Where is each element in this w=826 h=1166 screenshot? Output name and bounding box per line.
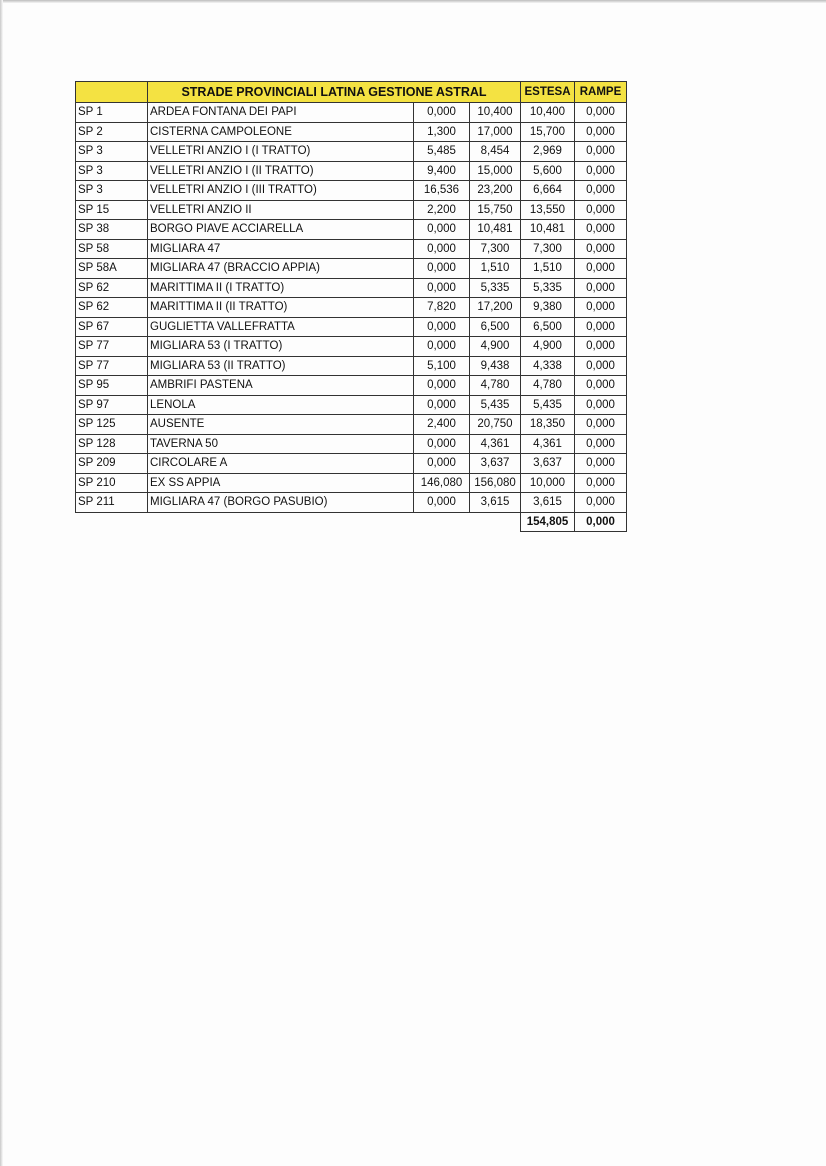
road-code: SP 77 — [76, 337, 148, 357]
km-to: 4,361 — [470, 434, 521, 454]
km-from: 0,000 — [414, 376, 470, 396]
km-from: 0,000 — [414, 239, 470, 259]
totals-spacer — [148, 512, 414, 532]
km-rampe: 0,000 — [575, 142, 627, 162]
road-code: SP 67 — [76, 317, 148, 337]
km-rampe: 0,000 — [575, 278, 627, 298]
km-from: 0,000 — [414, 395, 470, 415]
km-estesa: 3,615 — [521, 493, 575, 513]
road-name: LENOLA — [148, 395, 414, 415]
km-rampe: 0,000 — [575, 239, 627, 259]
road-name: MIGLIARA 53 (I TRATTO) — [148, 337, 414, 357]
road-code: SP 3 — [76, 142, 148, 162]
km-to: 1,510 — [470, 259, 521, 279]
road-name: GUGLIETTA VALLEFRATTA — [148, 317, 414, 337]
road-code: SP 97 — [76, 395, 148, 415]
km-estesa: 4,338 — [521, 356, 575, 376]
road-name: MARITTIMA II (II TRATTO) — [148, 298, 414, 318]
road-code: SP 125 — [76, 415, 148, 435]
km-rampe: 0,000 — [575, 122, 627, 142]
road-code: SP 38 — [76, 220, 148, 240]
km-rampe: 0,000 — [575, 337, 627, 357]
km-rampe: 0,000 — [575, 473, 627, 493]
road-name: CISTERNA CAMPOLEONE — [148, 122, 414, 142]
km-rampe: 0,000 — [575, 220, 627, 240]
km-rampe: 0,000 — [575, 454, 627, 474]
km-from: 0,000 — [414, 337, 470, 357]
km-rampe: 0,000 — [575, 103, 627, 123]
road-code: SP 77 — [76, 356, 148, 376]
km-rampe: 0,000 — [575, 317, 627, 337]
table-header-row — [76, 82, 627, 103]
km-estesa: 4,780 — [521, 376, 575, 396]
km-estesa: 10,481 — [521, 220, 575, 240]
roads-table — [75, 81, 627, 532]
road-code: SP 1 — [76, 103, 148, 123]
table-row — [76, 454, 627, 474]
km-estesa: 9,380 — [521, 298, 575, 318]
road-name: VELLETRI ANZIO II — [148, 200, 414, 220]
table-row — [76, 317, 627, 337]
km-rampe: 0,000 — [575, 395, 627, 415]
km-rampe: 0,000 — [575, 493, 627, 513]
road-name: ARDEA FONTANA DEI PAPI — [148, 103, 414, 123]
km-from: 0,000 — [414, 454, 470, 474]
km-estesa: 4,361 — [521, 434, 575, 454]
km-estesa: 10,000 — [521, 473, 575, 493]
road-code: SP 15 — [76, 200, 148, 220]
road-name: MIGLIARA 47 — [148, 239, 414, 259]
km-to: 10,481 — [470, 220, 521, 240]
table-row — [76, 259, 627, 279]
km-rampe: 0,000 — [575, 434, 627, 454]
km-from: 0,000 — [414, 220, 470, 240]
km-from: 1,300 — [414, 122, 470, 142]
km-estesa: 15,700 — [521, 122, 575, 142]
km-from: 0,000 — [414, 103, 470, 123]
km-to: 17,200 — [470, 298, 521, 318]
km-to: 5,435 — [470, 395, 521, 415]
km-to: 10,400 — [470, 103, 521, 123]
km-to: 3,637 — [470, 454, 521, 474]
table-row — [76, 220, 627, 240]
km-to: 3,615 — [470, 493, 521, 513]
km-to: 20,750 — [470, 415, 521, 435]
road-code: SP 58A — [76, 259, 148, 279]
road-code: SP 3 — [76, 161, 148, 181]
km-from: 0,000 — [414, 317, 470, 337]
road-name: MIGLIARA 47 (BRACCIO APPIA) — [148, 259, 414, 279]
km-estesa: 2,969 — [521, 142, 575, 162]
header-estesa: ESTESA — [521, 82, 575, 103]
km-to: 156,080 — [470, 473, 521, 493]
road-code: SP 210 — [76, 473, 148, 493]
km-to: 9,438 — [470, 356, 521, 376]
km-from: 0,000 — [414, 493, 470, 513]
km-from: 0,000 — [414, 278, 470, 298]
road-code: SP 128 — [76, 434, 148, 454]
road-code: SP 209 — [76, 454, 148, 474]
km-estesa: 1,510 — [521, 259, 575, 279]
km-rampe: 0,000 — [575, 161, 627, 181]
km-to: 17,000 — [470, 122, 521, 142]
km-to: 4,780 — [470, 376, 521, 396]
page-edge-shadow-top — [0, 0, 826, 3]
header-spacer-cell — [76, 82, 148, 103]
road-code: SP 211 — [76, 493, 148, 513]
total-estesa: 154,805 — [521, 512, 575, 532]
km-estesa: 6,500 — [521, 317, 575, 337]
km-from: 0,000 — [414, 434, 470, 454]
road-name: MIGLIARA 47 (BORGO PASUBIO) — [148, 493, 414, 513]
road-name: VELLETRI ANZIO I (I TRATTO) — [148, 142, 414, 162]
km-estesa: 18,350 — [521, 415, 575, 435]
table-row — [76, 239, 627, 259]
km-estesa: 5,335 — [521, 278, 575, 298]
km-from: 7,820 — [414, 298, 470, 318]
km-from: 2,200 — [414, 200, 470, 220]
road-name: CIRCOLARE A — [148, 454, 414, 474]
km-to: 23,200 — [470, 181, 521, 201]
km-estesa: 6,664 — [521, 181, 575, 201]
km-rampe: 0,000 — [575, 356, 627, 376]
km-estesa: 4,900 — [521, 337, 575, 357]
table-row — [76, 415, 627, 435]
table-row — [76, 376, 627, 396]
km-estesa: 5,600 — [521, 161, 575, 181]
table-row — [76, 298, 627, 318]
road-name: EX SS APPIA — [148, 473, 414, 493]
table-row — [76, 493, 627, 513]
km-rampe: 0,000 — [575, 415, 627, 435]
totals-spacer — [470, 512, 521, 532]
totals-row — [76, 512, 627, 532]
road-name: VELLETRI ANZIO I (II TRATTO) — [148, 161, 414, 181]
km-from: 0,000 — [414, 259, 470, 279]
road-code: SP 62 — [76, 298, 148, 318]
km-rampe: 0,000 — [575, 298, 627, 318]
km-from: 5,100 — [414, 356, 470, 376]
totals-spacer — [414, 512, 470, 532]
road-code: SP 95 — [76, 376, 148, 396]
table-row — [76, 434, 627, 454]
table-row — [76, 395, 627, 415]
km-to: 15,750 — [470, 200, 521, 220]
km-estesa: 13,550 — [521, 200, 575, 220]
road-name: TAVERNA 50 — [148, 434, 414, 454]
road-name: AUSENTE — [148, 415, 414, 435]
totals-spacer — [76, 512, 148, 532]
road-name: MARITTIMA II (I TRATTO) — [148, 278, 414, 298]
page-edge-shadow-left — [0, 0, 3, 1166]
table-row — [76, 103, 627, 123]
km-to: 15,000 — [470, 161, 521, 181]
road-name: VELLETRI ANZIO I (III TRATTO) — [148, 181, 414, 201]
km-rampe: 0,000 — [575, 259, 627, 279]
km-estesa: 7,300 — [521, 239, 575, 259]
km-to: 6,500 — [470, 317, 521, 337]
table-row — [76, 356, 627, 376]
roads-table-body — [76, 82, 627, 532]
km-estesa: 10,400 — [521, 103, 575, 123]
km-from: 5,485 — [414, 142, 470, 162]
km-to: 7,300 — [470, 239, 521, 259]
total-rampe: 0,000 — [575, 512, 627, 532]
km-from: 2,400 — [414, 415, 470, 435]
road-code: SP 3 — [76, 181, 148, 201]
road-name: BORGO PIAVE ACCIARELLA — [148, 220, 414, 240]
km-to: 5,335 — [470, 278, 521, 298]
km-from: 16,536 — [414, 181, 470, 201]
km-rampe: 0,000 — [575, 181, 627, 201]
table-row — [76, 181, 627, 201]
table-row — [76, 122, 627, 142]
km-to: 8,454 — [470, 142, 521, 162]
road-code: SP 2 — [76, 122, 148, 142]
km-estesa: 5,435 — [521, 395, 575, 415]
table-title: STRADE PROVINCIALI LATINA GESTIONE ASTRAL — [148, 82, 521, 103]
km-from: 9,400 — [414, 161, 470, 181]
km-rampe: 0,000 — [575, 200, 627, 220]
road-name: AMBRIFI PASTENA — [148, 376, 414, 396]
km-from: 146,080 — [414, 473, 470, 493]
table-row — [76, 142, 627, 162]
km-to: 4,900 — [470, 337, 521, 357]
road-code: SP 62 — [76, 278, 148, 298]
road-name: MIGLIARA 53 (II TRATTO) — [148, 356, 414, 376]
km-rampe: 0,000 — [575, 376, 627, 396]
km-estesa: 3,637 — [521, 454, 575, 474]
table-row — [76, 337, 627, 357]
road-code: SP 58 — [76, 239, 148, 259]
table-row — [76, 161, 627, 181]
header-rampe: RAMPE — [575, 82, 627, 103]
table-row — [76, 200, 627, 220]
table-row — [76, 278, 627, 298]
table-row — [76, 473, 627, 493]
